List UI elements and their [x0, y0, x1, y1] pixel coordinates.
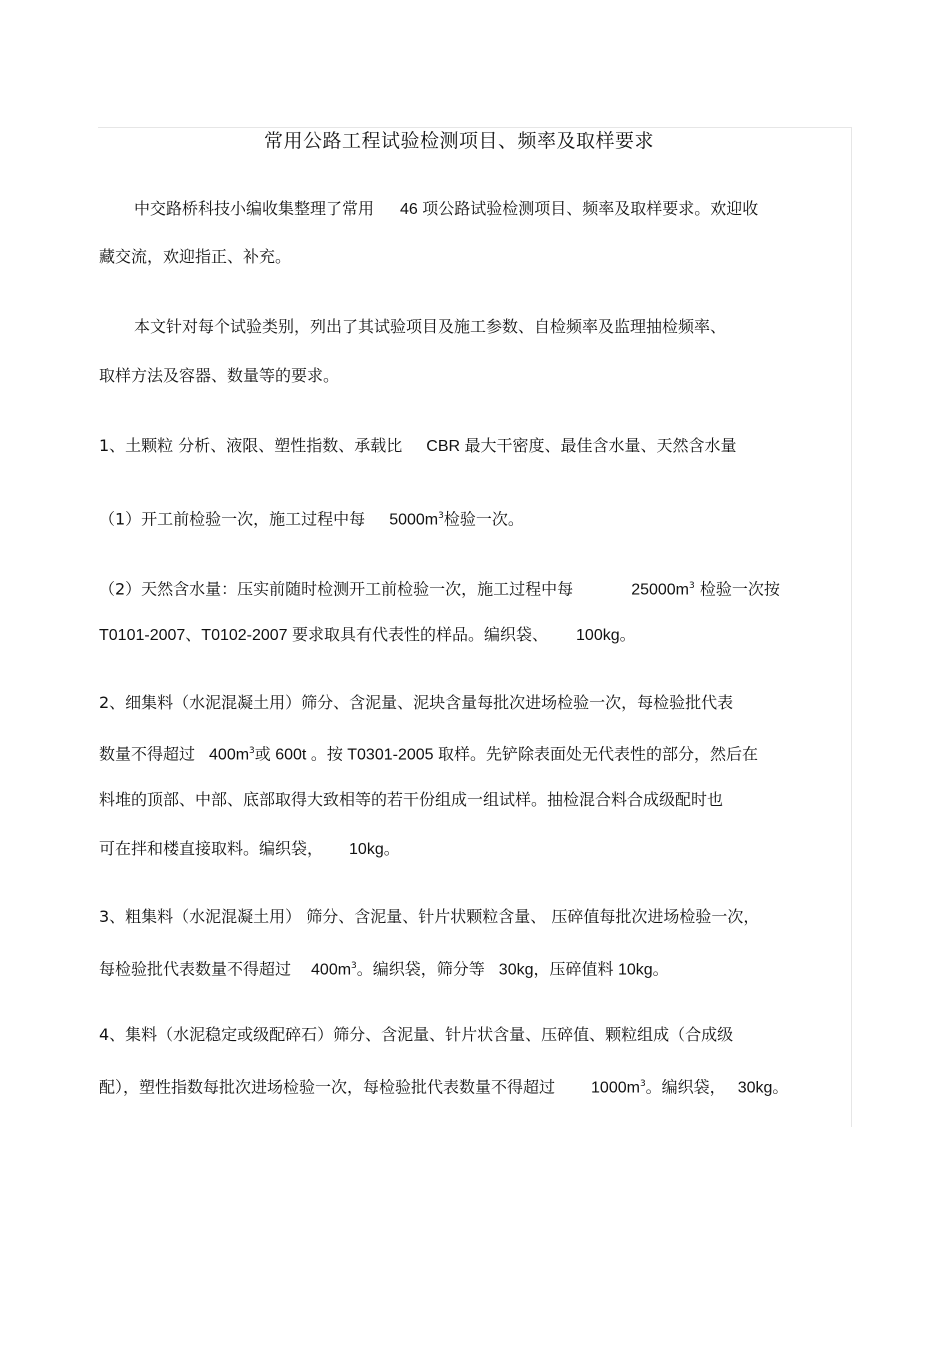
item-1-para-2 [99, 575, 780, 601]
superscript: 3 [689, 581, 695, 591]
superscript: 3 [351, 961, 357, 971]
item-text: （1）开工前检验一次，施工过程中每 [99, 509, 366, 529]
item-4-line-1: 4、集料（水泥稳定或级配碎石）筛分、含泥量、针片状含量、压碎值、颗粒组成（合成级 [99, 1025, 734, 1044]
item-text: 检验一次按 [694, 579, 780, 599]
item-text: 检验一次。 [443, 509, 524, 529]
item-text: 配），塑性指数每批次进场检验一次，每检验批代表数量不得超过 [99, 1077, 556, 1097]
item-text: 1、土颗粒 分析、液限、塑性指数、承载比 [99, 436, 403, 455]
intro-line-4: 取样方法及容器、数量等的要求。 [99, 366, 340, 385]
item-2-line-4 [99, 838, 400, 861]
superscript: 3 [249, 746, 255, 756]
item-text: 30kg，压碎值料 10kg。 [498, 961, 669, 979]
item-text: 400m [311, 961, 352, 979]
item-text: （2）天然含水量：压实前随时检测开工前检验一次，施工过程中每 [99, 579, 574, 599]
item-text: 1000m [591, 1079, 640, 1097]
item-text: 。编织袋， [645, 1077, 726, 1097]
intro-line-1 [134, 198, 758, 221]
item-2-line-2 [99, 740, 758, 766]
item-text: 可在拌和楼直接取料。编织袋， [99, 839, 324, 858]
item-1-para-1 [99, 505, 524, 531]
item-text: 30kg。 [737, 1079, 789, 1097]
item-3-line-1: 3、粗集料（水泥混凝土用） 筛分、含泥量、针片状颗粒含量、 压碎值每批次进场检验一次， [99, 907, 760, 926]
item-text: 。编织袋，筛分等 [356, 959, 485, 979]
item-text: 400m [209, 746, 250, 764]
intro-text: 中交路桥科技小编收集整理了常用 [134, 199, 375, 218]
item-4-line-2 [99, 1073, 788, 1099]
item-text: 数量不得超过 [99, 744, 196, 764]
intro-line-3: 本文针对每个试验类别，列出了其试验项目及施工参数、自检频率及监理抽检频率、 [134, 317, 727, 336]
intro-line-2: 藏交流，欢迎指正、补充。 [99, 247, 292, 266]
item-text: CBR 最大干密度、最佳含水量、天然含水量 [426, 438, 737, 455]
superscript: 3 [639, 1079, 646, 1089]
item-text: 或 600t 。按 T0301-2005 取样。先铲除表面处无代表性的部分，然后在 [254, 746, 758, 764]
item-1-para-2-cont [99, 624, 636, 647]
page-right-rule [851, 127, 852, 1127]
superscript: 3 [438, 511, 444, 521]
item-1-heading [99, 435, 737, 458]
item-2-line-1: 2、细集料（水泥混凝土用）筛分、含泥量、泥块含量每批次进场检验一次，每检验批代表 [99, 693, 734, 712]
intro-text: 46 项公路试验检测项目、频率及取样要求。欢迎收 [400, 201, 759, 218]
item-text: T0101-2007、T0102-2007 要求取具有代表性的样品。编织袋、 [99, 627, 549, 644]
item-text: 100kg。 [576, 627, 636, 644]
item-3-line-2 [99, 955, 669, 981]
item-2-line-3: 料堆的顶部、中部、底部取得大致相等的若干份组成一组试样。抽检混合料合成级配时也 [99, 790, 724, 809]
document-title: 常用公路工程试验检测项目、频率及取样要求 [263, 130, 654, 152]
item-text: 25000m [631, 581, 690, 599]
item-text: 10kg。 [349, 841, 400, 858]
item-text: 5000m [389, 511, 439, 529]
item-text: 每检验批代表数量不得超过 [99, 959, 292, 979]
